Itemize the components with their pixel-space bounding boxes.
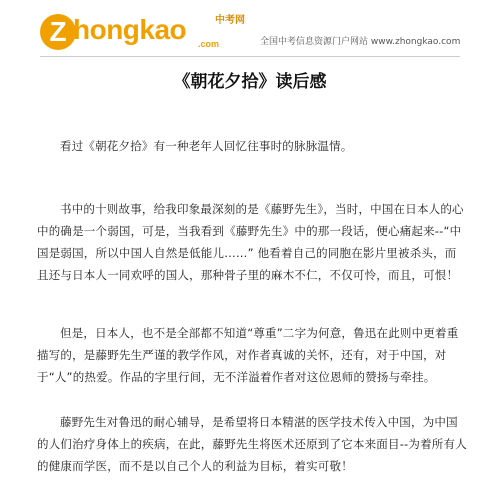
site-tagline: 全国中考信息资源门户网站 www.zhongkao.com: [260, 37, 461, 47]
zhongkao-logo[interactable]: [40, 10, 270, 56]
logo-wordmark: hongkao: [73, 14, 187, 45]
article-paragraph: 看过《朝花夕拾》有一种老年人回忆往事时的脉脉温情。: [60, 139, 353, 153]
logo-domain: .com: [198, 39, 220, 49]
header-divider: [40, 56, 460, 57]
article-paragraph: 但是，日本人，也不是全部都不知道“尊重”二字为何意，鲁迅在此则中更着重描写的，是藤野先生严谨的教学作风，对作者真诚的关怀，还有，对于中国，对于“人”的热爱。作品的字里行间，无不洋溢着作者对这位恩师的赞扬与牵挂。: [37, 326, 459, 384]
article-title: 《朝花夕拾》读后感: [173, 72, 327, 92]
article-paragraph: 书中的十则故事，给我印象最深刻的是《藤野先生》，当时，中国在日本人的心中的确是一个弱国，可是，当我看到《藤野先生》中的那一段话，便心痛起来--“中国是弱国，所以中国人自然是低能儿……” 他看着自己的同胞在影片里被杀头，而且还与日本人一同欢呼的国人，那种骨子里的麻木不仁，不仅可怜，而且，可恨！: [37, 202, 464, 282]
site-header: [0, 0, 500, 62]
article-paragraph: 藤野先生对鲁迅的耐心辅导，是希望将日本精湛的医学技术传入中国，为中国的人们治疗身体上的疾病，在此，藤野先生将医术还原到了它本来面目--为着所有人的健康而学医，而不是以自己个人的利益为目标，着实可敬！: [37, 415, 467, 473]
logo-chinese-name: 中考网: [215, 15, 245, 26]
logo-z-badge: Z: [40, 14, 76, 50]
